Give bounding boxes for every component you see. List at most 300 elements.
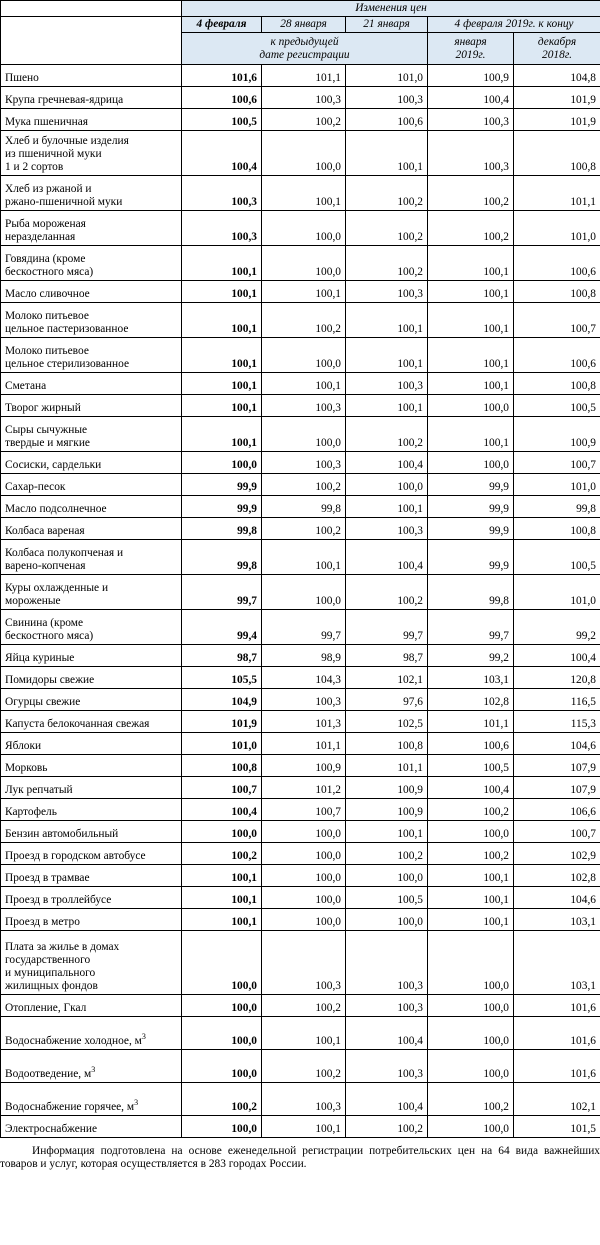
row-name: [1, 246, 182, 281]
table-row: [1, 777, 600, 799]
table-row: [1, 995, 600, 1017]
value-vs-jan: 99,9: [428, 518, 514, 540]
table-row: [1, 799, 600, 821]
value-jan28: 100,0: [262, 843, 346, 865]
value-vs-dec: 103,1: [514, 909, 600, 931]
value-jan21: 102,5: [346, 711, 428, 733]
row-name: [1, 865, 182, 887]
value-jan28: 100,2: [262, 474, 346, 496]
value-vs-jan: 99,9: [428, 496, 514, 518]
table-row: [1, 733, 600, 755]
value-vs-dec: 100,8: [514, 131, 600, 176]
row-name-text: Плата за жилье в домах государственного и муниципального жилищных фондов: [5, 941, 120, 992]
row-name: [1, 65, 182, 87]
value-jan28: 100,0: [262, 211, 346, 246]
value-vs-jan: 99,9: [428, 540, 514, 575]
value-jan28: 100,9: [262, 755, 346, 777]
row-name: [1, 474, 182, 496]
value-jan28: 100,3: [262, 1083, 346, 1116]
value-jan28: 100,0: [262, 246, 346, 281]
value-vs-dec: 104,8: [514, 65, 600, 87]
row-name: [1, 755, 182, 777]
value-jan28: 100,2: [262, 303, 346, 338]
value-vs-jan: 100,3: [428, 131, 514, 176]
value-vs-dec: 115,3: [514, 711, 600, 733]
table-row: [1, 711, 600, 733]
row-name: [1, 610, 182, 645]
value-vs-jan: 100,2: [428, 176, 514, 211]
row-name-text: Говядина (кроме бескостного мяса): [5, 253, 94, 278]
value-feb4: 100,3: [182, 211, 262, 246]
table-row: [1, 575, 600, 610]
value-jan21: 100,3: [346, 518, 428, 540]
row-name: [1, 281, 182, 303]
value-jan28: 100,1: [262, 176, 346, 211]
value-vs-dec: 101,0: [514, 474, 600, 496]
value-vs-jan: 100,2: [428, 843, 514, 865]
value-vs-jan: 100,3: [428, 109, 514, 131]
value-jan28: 100,3: [262, 689, 346, 711]
row-name-text: Проезд в городском автобусе: [5, 850, 146, 862]
value-jan21: 99,7: [346, 610, 428, 645]
row-name-text: Электроснабжение: [5, 1123, 98, 1135]
value-jan21: 100,3: [346, 87, 428, 109]
value-vs-dec: 99,2: [514, 610, 600, 645]
value-feb4: 100,1: [182, 373, 262, 395]
value-jan21: 100,9: [346, 799, 428, 821]
value-jan28: 101,2: [262, 777, 346, 799]
value-jan21: 100,2: [346, 843, 428, 865]
table-row: [1, 1017, 600, 1050]
value-jan28: 100,3: [262, 452, 346, 474]
value-vs-jan: 100,2: [428, 799, 514, 821]
value-vs-dec: 104,6: [514, 887, 600, 909]
row-name-text: Масло подсолнечное: [5, 503, 107, 515]
value-vs-jan: 100,1: [428, 303, 514, 338]
value-feb4: 100,2: [182, 843, 262, 865]
value-jan28: 100,0: [262, 909, 346, 931]
value-feb4: 101,9: [182, 711, 262, 733]
row-name: [1, 211, 182, 246]
value-jan28: 101,3: [262, 711, 346, 733]
value-vs-jan: 100,0: [428, 995, 514, 1017]
row-name-text: Водоотведение, м: [5, 1068, 92, 1080]
table-row: [1, 1116, 600, 1138]
row-name: [1, 777, 182, 799]
value-jan21: 100,3: [346, 995, 428, 1017]
value-jan21: 100,1: [346, 496, 428, 518]
value-feb4: 100,7: [182, 777, 262, 799]
row-name: [1, 843, 182, 865]
value-jan21: 100,1: [346, 395, 428, 417]
header-corner-3: [1, 33, 182, 65]
value-jan28: 101,1: [262, 733, 346, 755]
value-feb4: 100,1: [182, 865, 262, 887]
value-jan28: 100,3: [262, 931, 346, 995]
value-vs-jan: 100,1: [428, 909, 514, 931]
value-vs-jan: 100,1: [428, 246, 514, 281]
table-row: [1, 338, 600, 373]
table-row: [1, 452, 600, 474]
value-feb4: 100,1: [182, 338, 262, 373]
table-row: [1, 246, 600, 281]
row-name: [1, 540, 182, 575]
table-row: [1, 211, 600, 246]
value-jan28: 100,0: [262, 417, 346, 452]
value-vs-jan: 100,9: [428, 65, 514, 87]
value-feb4: 100,4: [182, 131, 262, 176]
value-feb4: 100,1: [182, 395, 262, 417]
row-name-text: Яблоки: [5, 740, 42, 752]
value-vs-dec: 100,7: [514, 821, 600, 843]
value-vs-jan: 100,0: [428, 931, 514, 995]
value-vs-jan: 100,1: [428, 281, 514, 303]
header-corner-2: [1, 17, 182, 33]
value-vs-jan: 100,0: [428, 395, 514, 417]
row-name-text: Рыба мороженая неразделанная: [5, 218, 86, 243]
value-jan28: 101,1: [262, 65, 346, 87]
value-jan28: 100,2: [262, 518, 346, 540]
value-jan21: 97,6: [346, 689, 428, 711]
row-name-text: Хлеб и булочные изделия из пшеничной муки 1 и 2 сортов: [5, 135, 129, 173]
table-row: [1, 843, 600, 865]
table-row: [1, 131, 600, 176]
row-name-text: Водоснабжение горячее, м: [5, 1101, 135, 1113]
table-row: [1, 373, 600, 395]
value-vs-dec: 101,1: [514, 176, 600, 211]
table-row: [1, 755, 600, 777]
table-row: [1, 496, 600, 518]
table-row: [1, 667, 600, 689]
value-feb4: 99,9: [182, 496, 262, 518]
table-row: [1, 176, 600, 211]
value-vs-dec: 107,9: [514, 755, 600, 777]
row-name-text: Капуста белокочанная свежая: [5, 718, 150, 730]
value-vs-jan: 100,4: [428, 777, 514, 799]
value-jan28: 100,1: [262, 373, 346, 395]
table-row: [1, 909, 600, 931]
value-jan21: 100,3: [346, 931, 428, 995]
row-name-text: Колбаса вареная: [5, 525, 85, 537]
value-feb4: 100,0: [182, 1116, 262, 1138]
value-vs-dec: 100,7: [514, 303, 600, 338]
value-vs-jan: 100,1: [428, 338, 514, 373]
value-vs-dec: 101,0: [514, 211, 600, 246]
row-name: [1, 1116, 182, 1138]
value-vs-dec: 101,0: [514, 575, 600, 610]
value-jan28: 100,0: [262, 821, 346, 843]
value-feb4: 100,0: [182, 452, 262, 474]
value-jan28: 100,0: [262, 865, 346, 887]
value-jan28: 100,1: [262, 281, 346, 303]
row-name-text: Проезд в метро: [5, 916, 80, 928]
value-jan21: 100,5: [346, 887, 428, 909]
value-vs-jan: 100,1: [428, 865, 514, 887]
value-vs-jan: 100,2: [428, 211, 514, 246]
unit-superscript: 3: [134, 1098, 139, 1107]
value-feb4: 100,1: [182, 887, 262, 909]
value-jan21: 100,2: [346, 246, 428, 281]
value-feb4: 100,1: [182, 417, 262, 452]
value-jan21: 101,1: [346, 755, 428, 777]
value-jan28: 100,0: [262, 338, 346, 373]
row-name: [1, 518, 182, 540]
value-jan28: 100,1: [262, 1116, 346, 1138]
value-vs-dec: 100,8: [514, 373, 600, 395]
footnote: Информация подготовлена на основе еженедельной регистрации потребительских цен на 64 вида важнейших товаров и услуг, которая осуществляется в 283 городах России.: [0, 1145, 600, 1170]
table-row: [1, 645, 600, 667]
value-feb4: 100,4: [182, 799, 262, 821]
value-feb4: 100,0: [182, 931, 262, 995]
value-vs-jan: 99,7: [428, 610, 514, 645]
value-feb4: 100,0: [182, 1017, 262, 1050]
row-name: [1, 821, 182, 843]
value-vs-dec: 102,9: [514, 843, 600, 865]
value-jan28: 98,9: [262, 645, 346, 667]
value-vs-jan: 100,0: [428, 1017, 514, 1050]
value-vs-dec: 101,6: [514, 995, 600, 1017]
row-name-text: Огурцы свежие: [5, 696, 81, 708]
value-vs-dec: 100,6: [514, 338, 600, 373]
row-name-text: Картофель: [5, 806, 57, 818]
row-name-text: Бензин автомобильный: [5, 828, 119, 840]
row-name: [1, 303, 182, 338]
table-row: [1, 303, 600, 338]
value-jan21: 100,2: [346, 417, 428, 452]
value-vs-dec: 101,9: [514, 87, 600, 109]
header-sub-dec: декабря 2018г.: [514, 33, 600, 65]
value-vs-jan: 100,5: [428, 755, 514, 777]
table-row: [1, 109, 600, 131]
row-name-text: Мука пшеничная: [5, 116, 89, 128]
value-vs-jan: 100,0: [428, 452, 514, 474]
table-row: [1, 887, 600, 909]
value-feb4: 99,7: [182, 575, 262, 610]
row-name-text: Сыры сычужные твердые и мягкие: [5, 424, 90, 449]
value-jan28: 100,0: [262, 575, 346, 610]
unit-superscript: 3: [141, 1032, 146, 1041]
row-name: [1, 338, 182, 373]
value-feb4: 99,8: [182, 540, 262, 575]
value-feb4: 99,9: [182, 474, 262, 496]
value-vs-dec: 102,1: [514, 1083, 600, 1116]
table-row: [1, 65, 600, 87]
value-vs-dec: 104,6: [514, 733, 600, 755]
value-vs-dec: 101,6: [514, 1050, 600, 1083]
row-name: [1, 995, 182, 1017]
row-name: [1, 909, 182, 931]
value-vs-dec: 100,9: [514, 417, 600, 452]
value-feb4: 100,0: [182, 1050, 262, 1083]
value-feb4: 99,8: [182, 518, 262, 540]
row-name-text: Крупа гречневая-ядрица: [5, 94, 124, 106]
value-feb4: 98,7: [182, 645, 262, 667]
row-name: [1, 799, 182, 821]
row-name-text: Хлеб из ржаной и ржано-пшеничной муки: [5, 183, 123, 208]
value-vs-jan: 99,2: [428, 645, 514, 667]
value-jan21: 100,8: [346, 733, 428, 755]
row-name-text: Яйца куриные: [5, 652, 75, 664]
table-row: [1, 417, 600, 452]
table-row: [1, 610, 600, 645]
value-feb4: 100,1: [182, 246, 262, 281]
value-vs-dec: 106,6: [514, 799, 600, 821]
table-row: [1, 931, 600, 995]
value-jan28: 100,3: [262, 395, 346, 417]
row-name-text: Колбаса полукопченая и варено-копченая: [5, 547, 124, 572]
value-jan21: 102,1: [346, 667, 428, 689]
value-jan21: 100,1: [346, 338, 428, 373]
value-jan21: 100,9: [346, 777, 428, 799]
row-name-text: Помидоры свежие: [5, 674, 95, 686]
row-name-text: Сахар-песок: [5, 481, 66, 493]
value-feb4: 100,0: [182, 821, 262, 843]
value-feb4: 100,5: [182, 109, 262, 131]
value-feb4: 99,4: [182, 610, 262, 645]
header-col-jan28: 28 января: [262, 17, 346, 33]
header-col-since: 4 февраля 2019г. к концу: [428, 17, 600, 33]
header-sub-jan: января 2019г.: [428, 33, 514, 65]
value-jan28: 104,3: [262, 667, 346, 689]
row-name-text: Проезд в троллейбусе: [5, 894, 112, 906]
value-feb4: 100,1: [182, 281, 262, 303]
value-vs-jan: 99,8: [428, 575, 514, 610]
row-name: [1, 667, 182, 689]
row-name-text: Куры охлажденные и мороженые: [5, 582, 109, 607]
value-vs-jan: 102,8: [428, 689, 514, 711]
value-jan28: 100,2: [262, 995, 346, 1017]
row-name: [1, 373, 182, 395]
value-jan21: 100,4: [346, 1083, 428, 1116]
value-feb4: 100,3: [182, 176, 262, 211]
value-vs-jan: 100,1: [428, 887, 514, 909]
row-name: [1, 711, 182, 733]
row-name-text: Масло сливочное: [5, 288, 90, 300]
table-row: [1, 281, 600, 303]
row-name: [1, 496, 182, 518]
row-name: [1, 645, 182, 667]
value-vs-jan: 100,6: [428, 733, 514, 755]
value-jan21: 100,3: [346, 373, 428, 395]
value-vs-dec: 100,8: [514, 281, 600, 303]
value-jan28: 99,7: [262, 610, 346, 645]
value-jan28: 100,1: [262, 1017, 346, 1050]
row-name-text: Морковь: [5, 762, 48, 774]
value-jan21: 100,4: [346, 540, 428, 575]
table-row: [1, 87, 600, 109]
table-row: [1, 1050, 600, 1083]
value-feb4: 101,0: [182, 733, 262, 755]
row-name: [1, 395, 182, 417]
value-vs-dec: 100,6: [514, 246, 600, 281]
row-name: [1, 931, 182, 995]
row-name-text: Отопление, Гкал: [5, 1002, 87, 1014]
row-name: [1, 1083, 182, 1116]
value-jan21: 100,2: [346, 211, 428, 246]
value-vs-dec: 116,5: [514, 689, 600, 711]
header-corner: [1, 1, 182, 17]
value-jan28: 100,7: [262, 799, 346, 821]
value-vs-jan: 100,4: [428, 87, 514, 109]
table-row: [1, 395, 600, 417]
value-feb4: 101,6: [182, 65, 262, 87]
value-vs-jan: 100,1: [428, 373, 514, 395]
row-name: [1, 176, 182, 211]
value-jan21: 100,1: [346, 131, 428, 176]
value-vs-dec: 99,8: [514, 496, 600, 518]
table-row: [1, 540, 600, 575]
row-name-text: Пшено: [5, 72, 39, 84]
value-jan21: 100,2: [346, 176, 428, 211]
value-jan21: 100,1: [346, 303, 428, 338]
value-feb4: 100,2: [182, 1083, 262, 1116]
row-name-text: Творог жирный: [5, 402, 81, 414]
value-vs-dec: 120,8: [514, 667, 600, 689]
value-vs-dec: 101,6: [514, 1017, 600, 1050]
row-name-text: Лук репчатый: [5, 784, 73, 796]
value-feb4: 104,9: [182, 689, 262, 711]
row-name-text: Молоко питьевое цельное пастеризованное: [5, 310, 129, 335]
value-jan21: 100,0: [346, 474, 428, 496]
value-jan21: 100,3: [346, 1050, 428, 1083]
table-row: [1, 865, 600, 887]
row-name: [1, 109, 182, 131]
value-jan28: 100,3: [262, 87, 346, 109]
value-feb4: 100,6: [182, 87, 262, 109]
row-name: [1, 887, 182, 909]
value-vs-jan: 100,0: [428, 821, 514, 843]
row-name: [1, 1017, 182, 1050]
row-name: [1, 689, 182, 711]
row-name: [1, 452, 182, 474]
table-row: [1, 1083, 600, 1116]
table-row: [1, 518, 600, 540]
value-vs-dec: 103,1: [514, 931, 600, 995]
value-vs-dec: 101,9: [514, 109, 600, 131]
value-feb4: 105,5: [182, 667, 262, 689]
value-vs-dec: 100,8: [514, 518, 600, 540]
header-col-jan21: 21 января: [346, 17, 428, 33]
value-jan21: 100,0: [346, 865, 428, 887]
value-jan21: 101,0: [346, 65, 428, 87]
row-name-text: Молоко питьевое цельное стерилизованное: [5, 345, 130, 370]
table-row: [1, 474, 600, 496]
value-vs-dec: 101,5: [514, 1116, 600, 1138]
value-jan28: 99,8: [262, 496, 346, 518]
value-jan28: 100,0: [262, 887, 346, 909]
header-sub-prev: к предыдущей дате регистрации: [182, 33, 428, 65]
value-jan21: 100,6: [346, 109, 428, 131]
value-jan21: 100,2: [346, 1116, 428, 1138]
value-vs-dec: 102,8: [514, 865, 600, 887]
value-jan28: 100,0: [262, 131, 346, 176]
table-row: [1, 821, 600, 843]
value-vs-jan: 103,1: [428, 667, 514, 689]
value-jan21: 100,4: [346, 1017, 428, 1050]
value-feb4: 100,1: [182, 909, 262, 931]
row-name-text: Водоснабжение холодное, м: [5, 1035, 142, 1047]
value-jan21: 100,0: [346, 909, 428, 931]
value-vs-dec: 100,5: [514, 540, 600, 575]
header-group-label: Изменения цен: [182, 1, 600, 17]
value-vs-dec: 100,7: [514, 452, 600, 474]
row-name-text: Сосиски, сардельки: [5, 459, 102, 471]
value-jan21: 100,3: [346, 281, 428, 303]
unit-superscript: 3: [91, 1065, 96, 1074]
row-name: [1, 1050, 182, 1083]
value-jan21: 100,2: [346, 575, 428, 610]
value-feb4: 100,8: [182, 755, 262, 777]
